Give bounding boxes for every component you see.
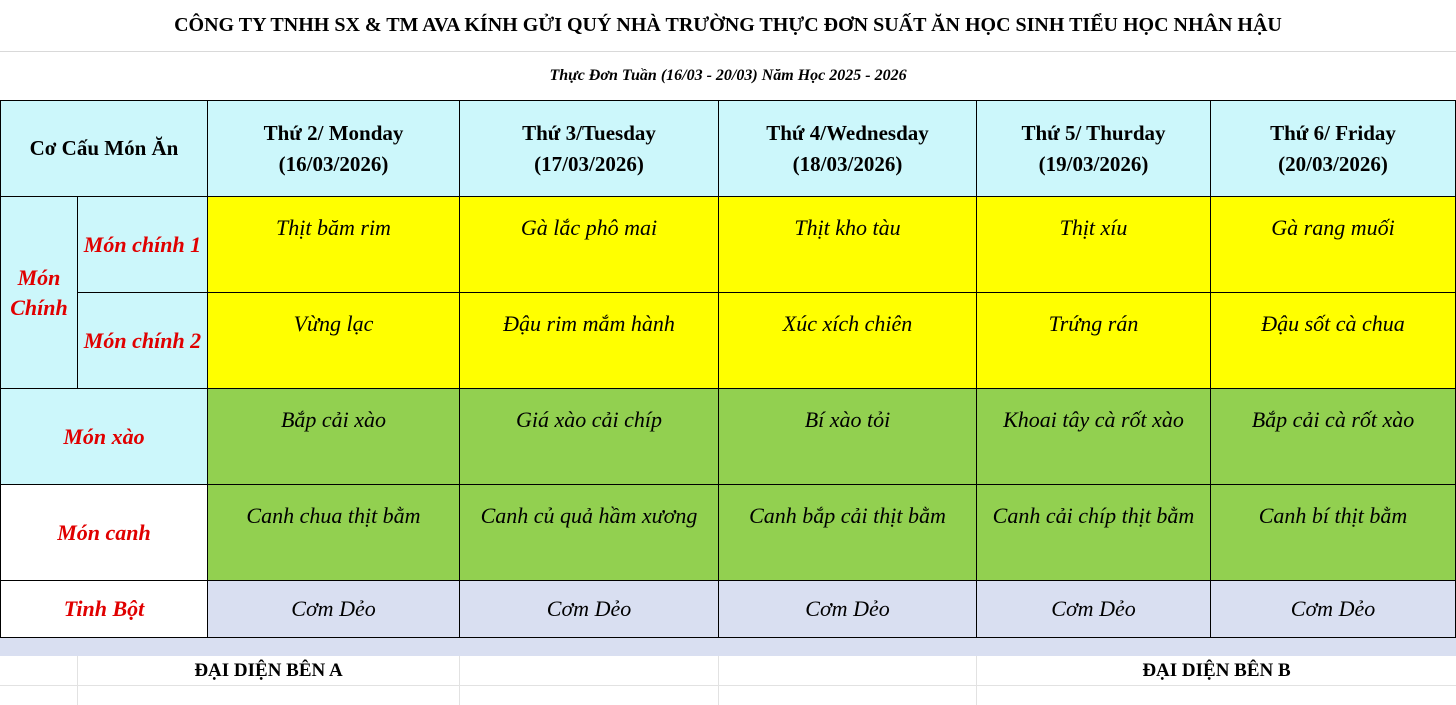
page-title: CÔNG TY TNHH SX & TM AVA KÍNH GỬI QUÝ NHÀ TRƯỜNG THỰC ĐƠN SUẤT ĂN HỌC SINH TIỂU HỌC NHÂN HẬU xyxy=(0,0,1456,52)
day-name: Thứ 4/Wednesday xyxy=(766,120,929,145)
grid-line xyxy=(0,685,1456,686)
dish-main1-tuesday: Gà lắc phô mai xyxy=(459,196,719,293)
dish-starch-thursday: Cơm Dẻo xyxy=(976,580,1211,638)
dish-soup-friday: Canh bí thịt bằm xyxy=(1210,484,1456,581)
dish-stir-fry-monday: Bắp cải xào xyxy=(207,388,460,485)
structure-header: Cơ Cấu Món Ăn xyxy=(0,100,208,197)
day-header-friday xyxy=(1210,100,1456,197)
signature-party-a: ĐẠI DIỆN BÊN A xyxy=(194,660,343,681)
dish-soup-monday: Canh chua thịt bằm xyxy=(207,484,460,581)
category-soup: Món canh xyxy=(0,484,208,581)
day-date: (17/03/2026) xyxy=(534,151,644,176)
dish-stir-fry-friday: Bắp cải cà rốt xào xyxy=(1210,388,1456,485)
dish-starch-friday: Cơm Dẻo xyxy=(1210,580,1456,638)
dish-soup-thursday: Canh cải chíp thịt bằm xyxy=(976,484,1211,581)
dish-main2-thursday: Trứng rán xyxy=(976,292,1211,389)
dish-main1-monday: Thịt băm rim xyxy=(207,196,460,293)
category-main2: Món chính 2 xyxy=(77,292,208,389)
day-date: (18/03/2026) xyxy=(792,151,903,176)
category-main1: Món chính 1 xyxy=(77,196,208,293)
dish-starch-monday: Cơm Dẻo xyxy=(207,580,460,638)
day-name: Thứ 2/ Monday xyxy=(263,120,404,145)
separator-band xyxy=(0,638,1456,656)
category-stir-fry: Món xào xyxy=(0,388,208,485)
category-main-group-label: Món Chính xyxy=(10,264,68,320)
dish-starch-wednesday: Cơm Dẻo xyxy=(718,580,977,638)
dish-stir-fry-tuesday: Giá xào cải chíp xyxy=(459,388,719,485)
day-header-tuesday xyxy=(459,100,719,197)
dish-main2-tuesday: Đậu rim mắm hành xyxy=(459,292,719,389)
dish-main2-wednesday: Xúc xích chiên xyxy=(718,292,977,389)
day-name: Thứ 6/ Friday xyxy=(1270,120,1396,145)
dish-starch-tuesday: Cơm Dẻo xyxy=(459,580,719,638)
page-subtitle: Thực Đơn Tuần (16/03 - 20/03) Năm Học 2025 - 2026 xyxy=(549,67,907,84)
day-header-monday xyxy=(207,100,460,197)
day-header-thursday xyxy=(976,100,1211,197)
day-date: (20/03/2026) xyxy=(1278,151,1388,176)
dish-stir-fry-wednesday: Bí xào tỏi xyxy=(718,388,977,485)
day-date: (16/03/2026) xyxy=(278,151,389,176)
dish-main1-wednesday: Thịt kho tàu xyxy=(718,196,977,293)
dish-main1-thursday: Thịt xíu xyxy=(976,196,1211,293)
day-date: (19/03/2026) xyxy=(1038,151,1149,176)
day-name: Thứ 5/ Thurday xyxy=(1021,120,1166,145)
grid-line xyxy=(718,656,719,705)
dish-soup-tuesday: Canh củ quả hầm xương xyxy=(459,484,719,581)
dish-main2-monday: Vừng lạc xyxy=(207,292,460,389)
day-name: Thứ 3/Tuesday xyxy=(522,120,656,145)
category-main-group xyxy=(0,196,78,389)
dish-main1-friday: Gà rang muối xyxy=(1210,196,1456,293)
day-header-wednesday xyxy=(718,100,977,197)
dish-stir-fry-thursday: Khoai tây cà rốt xào xyxy=(976,388,1211,485)
category-starch: Tinh Bột xyxy=(0,580,208,638)
grid-line xyxy=(459,656,460,705)
signature-party-b: ĐẠI DIỆN BÊN B xyxy=(1142,660,1291,681)
dish-main2-friday: Đậu sốt cà chua xyxy=(1210,292,1456,389)
dish-soup-wednesday: Canh bắp cải thịt bằm xyxy=(718,484,977,581)
